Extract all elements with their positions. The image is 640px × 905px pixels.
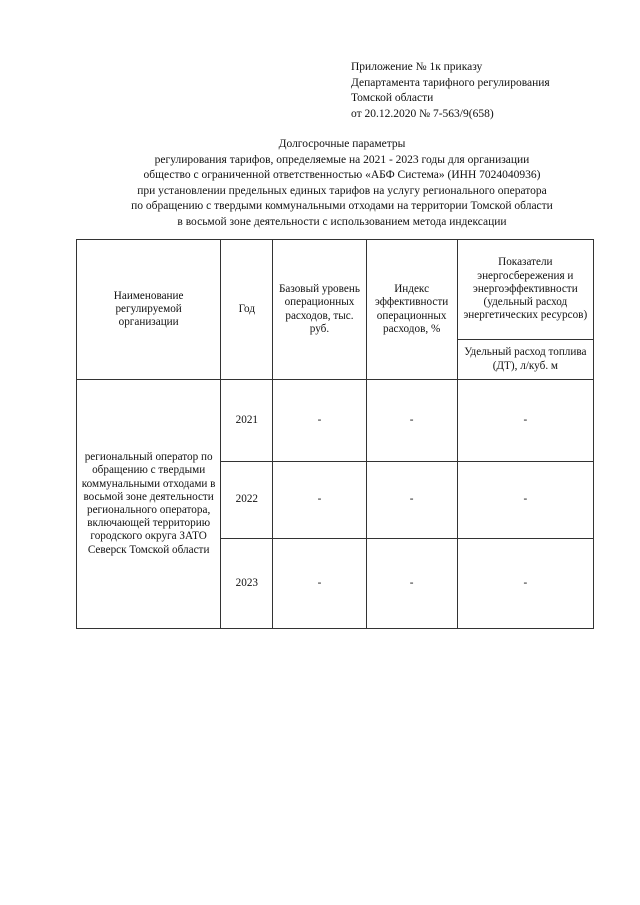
title-line: в восьмой зоне деятельности с использованием метода индексации (177, 215, 507, 228)
appendix-line: Томской области (351, 92, 434, 104)
org-name-cell: региональный оператор по обращению с твердыми коммунальными отходами в восьмой зоне деятельности регионального оператора, включающей территорию городского округа ЗАТО Северск Томской области (77, 380, 221, 629)
base-cell: - (273, 462, 366, 539)
fuel-cell: - (457, 462, 593, 539)
header-year: Год (221, 240, 273, 380)
header-base-level: Базовый уровень операционных расходов, тыс. руб. (273, 240, 366, 380)
title-line: по обращению с твердыми коммунальными отходами на территории Томской области (131, 200, 553, 212)
appendix-order-date: от 20.12.2020 № 7-563/9(658) (351, 107, 494, 120)
index-cell: - (366, 539, 457, 629)
title-line: общество с ограниченной ответственностью «АБФ Система» (ИНН 7024040936) (143, 169, 541, 181)
header-org: Наименование регулируемой организации (77, 240, 221, 380)
fuel-cell: - (457, 539, 593, 629)
title-line: Долгосрочные параметры (278, 138, 406, 150)
index-cell: - (366, 380, 457, 462)
base-cell: - (273, 380, 366, 462)
fuel-cell: - (457, 380, 593, 462)
appendix-header (351, 60, 550, 122)
appendix-line: Приложение № 1к приказу (351, 61, 483, 73)
header-efficiency-index: Индекс эффективности операционных расходов, % (366, 240, 457, 380)
year-cell: 2022 (221, 462, 273, 539)
document-title (70, 137, 614, 230)
title-line: регулирования тарифов, определяемые на 2021 - 2023 годы для организации (154, 153, 530, 166)
year-cell: 2021 (221, 380, 273, 462)
title-line: при установлении предельных единых тарифов на услугу регионального оператора (137, 184, 547, 197)
header-energy-indicators: Показатели энергосбережения и энергоэффективности (удельный расход энергетических ресурсов) (457, 240, 593, 340)
base-cell: - (273, 539, 366, 629)
index-cell: - (366, 462, 457, 539)
parameters-table (76, 239, 594, 629)
appendix-line: Департамента тарифного регулирования (351, 76, 550, 89)
year-cell: 2023 (221, 539, 273, 629)
table-row (77, 380, 594, 462)
header-fuel-consumption: Удельный расход топлива (ДТ), л/куб. м (457, 340, 593, 380)
